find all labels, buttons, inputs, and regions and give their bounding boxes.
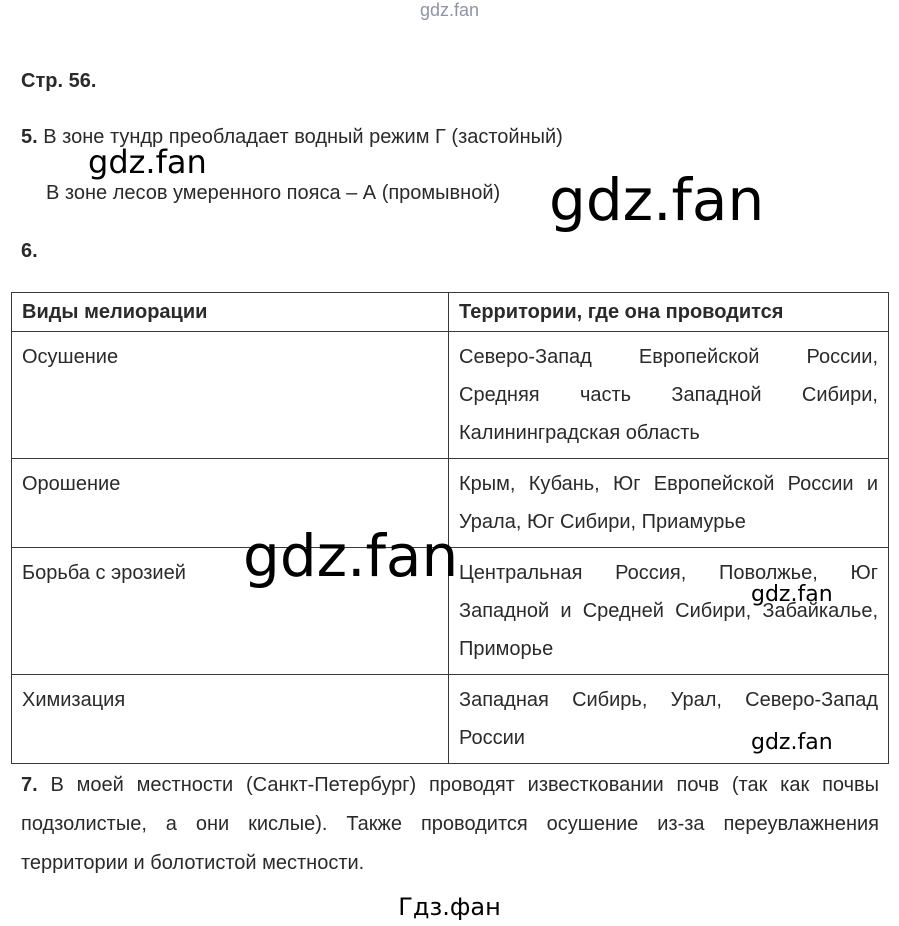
table-cell-type: Борьба с эрозией [12,548,449,675]
task5-line1-text: В зоне тундр преобладает водный режим Г (застойный) [43,126,563,148]
task6-number: 6. [21,240,38,262]
table-cell-type: Химизация [12,675,449,764]
watermark-bottom: Гдз.фан [398,893,501,921]
table-cell-type: Орошение [12,459,449,548]
table-cell-territory: Центральная Россия, Поволжье, Юг Западной и Средней Сибири, Забайкалье, Приморье [449,548,889,675]
watermark: gdz.fan [751,582,833,607]
table-header-type: Виды мелиорации [12,293,449,332]
table-header-row [12,293,889,332]
watermark: gdz.fan [549,166,765,234]
table-row [12,332,889,459]
task7-number: 7. [21,774,38,796]
table-cell-type: Осушение [12,332,449,459]
watermark-top: gdz.fan [419,0,480,20]
task7-text: В моей местности (Санкт-Петербург) проводят известковании почв (так как почвы подзолистые, а они кислые). Также проводится осушение из-за переувлажнения территории и болотистой местности. [21,774,879,874]
task5-number: 5. [21,126,38,148]
watermark: gdz.fan [751,730,833,755]
table-cell-territory: Северо-Запад Европейской России, Средняя часть Западной Сибири, Калининградская область [449,332,889,459]
watermark: gdz.fan [243,522,459,590]
page-reference: Стр. 56. [21,70,97,92]
table-cell-territory: Западная Сибирь, Урал, Северо-Запад России [449,675,889,764]
task7-paragraph [21,766,879,883]
watermark: gdz.fan [88,143,207,181]
table-header-territory: Территории, где она проводится [449,293,889,332]
table-cell-territory: Крым, Кубань, Юг Европейской России и Урала, Юг Сибири, Приамурье [449,459,889,548]
task5-line2: В зоне лесов умеренного пояса – А (промывной) [46,182,501,204]
